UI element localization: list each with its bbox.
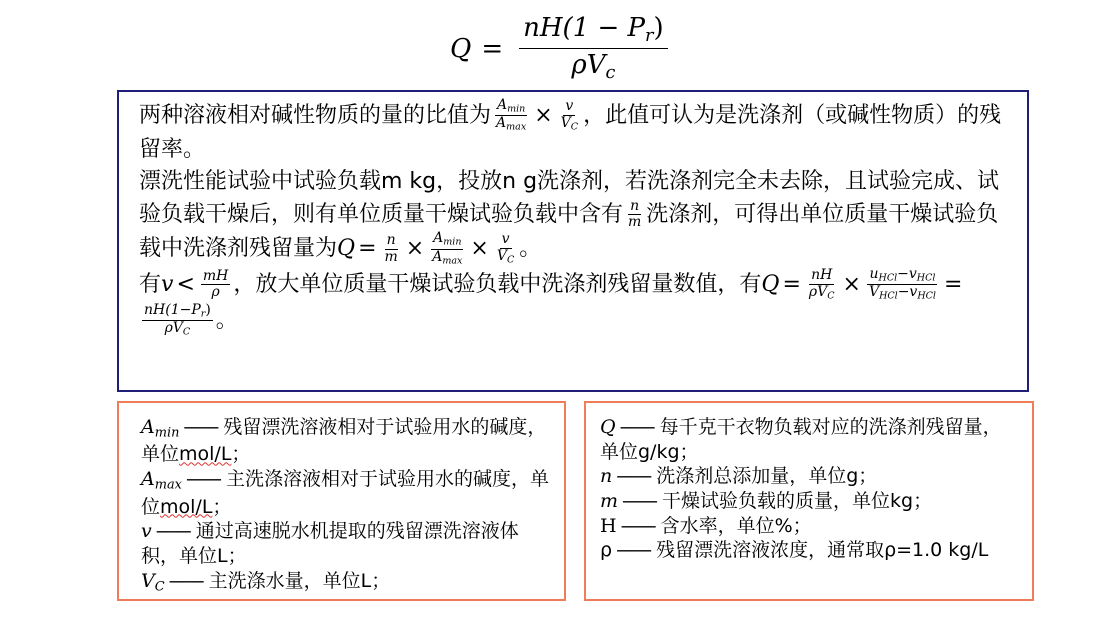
fraction-amin-amax: $A_{min}$ $A_{max}$ xyxy=(496,97,527,133)
def-m: m —— 干燥试验负载的质量，单位kg； xyxy=(600,490,933,513)
fraction-hcl: $u_{HCl}-v_{HCl}$ $V_{HCl}-v_{HCl}$ xyxy=(868,266,936,303)
def-v: v —— 通过高速脱水机提取的残留漂洗溶液体积，单位L； xyxy=(141,520,519,567)
fraction-n-m-2: $\frac{n}{m}$ xyxy=(384,232,398,265)
top-formula xyxy=(450,14,674,84)
fraction-amin-amax-2: $A_{min}$ $A_{max}$ xyxy=(432,230,463,267)
def-h: H —— 含水率，单位%； xyxy=(600,514,812,537)
def-amin: $A_{min}$ —— 残留漂洗溶液相对于试验用水的碱度，单位mol/L； xyxy=(141,416,547,466)
def-rho: ρ —— 残留漂洗溶液浓度，通常取ρ=1.0 kg/L xyxy=(600,539,989,562)
fraction-v-vc: $\frac{v}{V_C}$ xyxy=(560,97,579,133)
fraction-final: $nH(1-P_r)$ $\rho V_C$ xyxy=(144,301,211,338)
formula-denominator: $\rho V_c$ xyxy=(571,50,616,84)
def-q: Q —— 每千克干衣物负载对应的洗涤剂残留量，单位g/kg； xyxy=(600,416,1002,463)
def-n: n —— 洗涤剂总添加量，单位g； xyxy=(600,465,878,488)
left-definitions-box xyxy=(117,401,566,601)
formula-fraction xyxy=(519,14,668,84)
paragraph-2: 漂洗性能试验中试验负载m kg，投放n g洗涤剂，若洗涤剂完全未去除，且试验完成、试验负载干燥后，则有单位质量干燥试验负载中含有 $\frac{n}{m}$ 洗涤剂，可得出单位质量干燥试验负载中洗涤剂残留量为Q = $\frac{n}{m}$ × $A_{min}$ $A_{max}$ × $\frac{v}{V_C}$ 。 xyxy=(139,169,1000,267)
formula-equals: = xyxy=(481,33,504,64)
def-vc: $V_C$ —— 主洗涤水量，单位L； xyxy=(141,569,391,595)
paragraph-3: 有v < $\frac{mH}{\rho}$ ，放大单位质量干燥试验负载中洗涤剂残留量数值，有Q = nH $\rho V_C$ × $u_{HCl}-v_{HCl}$ $V_{HCl}-v_{HCl}$ = $nH(1-P_r)$ $\rho V_C$ 。 xyxy=(139,266,963,338)
fraction-v-vc-2: $\frac{v}{V_C}$ xyxy=(496,231,515,266)
fraction-mh-rho: $\frac{mH}{\rho}$ xyxy=(202,267,229,301)
right-definitions-box xyxy=(584,401,1034,601)
explanation-box xyxy=(117,90,1029,392)
def-amax: $A_{max}$ —— 主洗涤溶液相对于试验用水的碱度，单位mol/L； xyxy=(141,468,549,518)
fraction-n-m: $\frac{n}{m}$ xyxy=(628,197,642,231)
formula-numerator: $nH(1 - P_r)$ xyxy=(519,14,668,49)
fraction-nh-rhovc: nH $\rho V_C$ xyxy=(808,266,835,302)
formula-lhs: Q xyxy=(450,33,472,64)
paragraph-1: 两种溶液相对碱性物质的量的比值为 $A_{min}$ $A_{max}$ × $\frac{v}{V_C}$ ，此值可认为是洗涤剂（或碱性物质）的残留率。 xyxy=(139,97,1002,162)
